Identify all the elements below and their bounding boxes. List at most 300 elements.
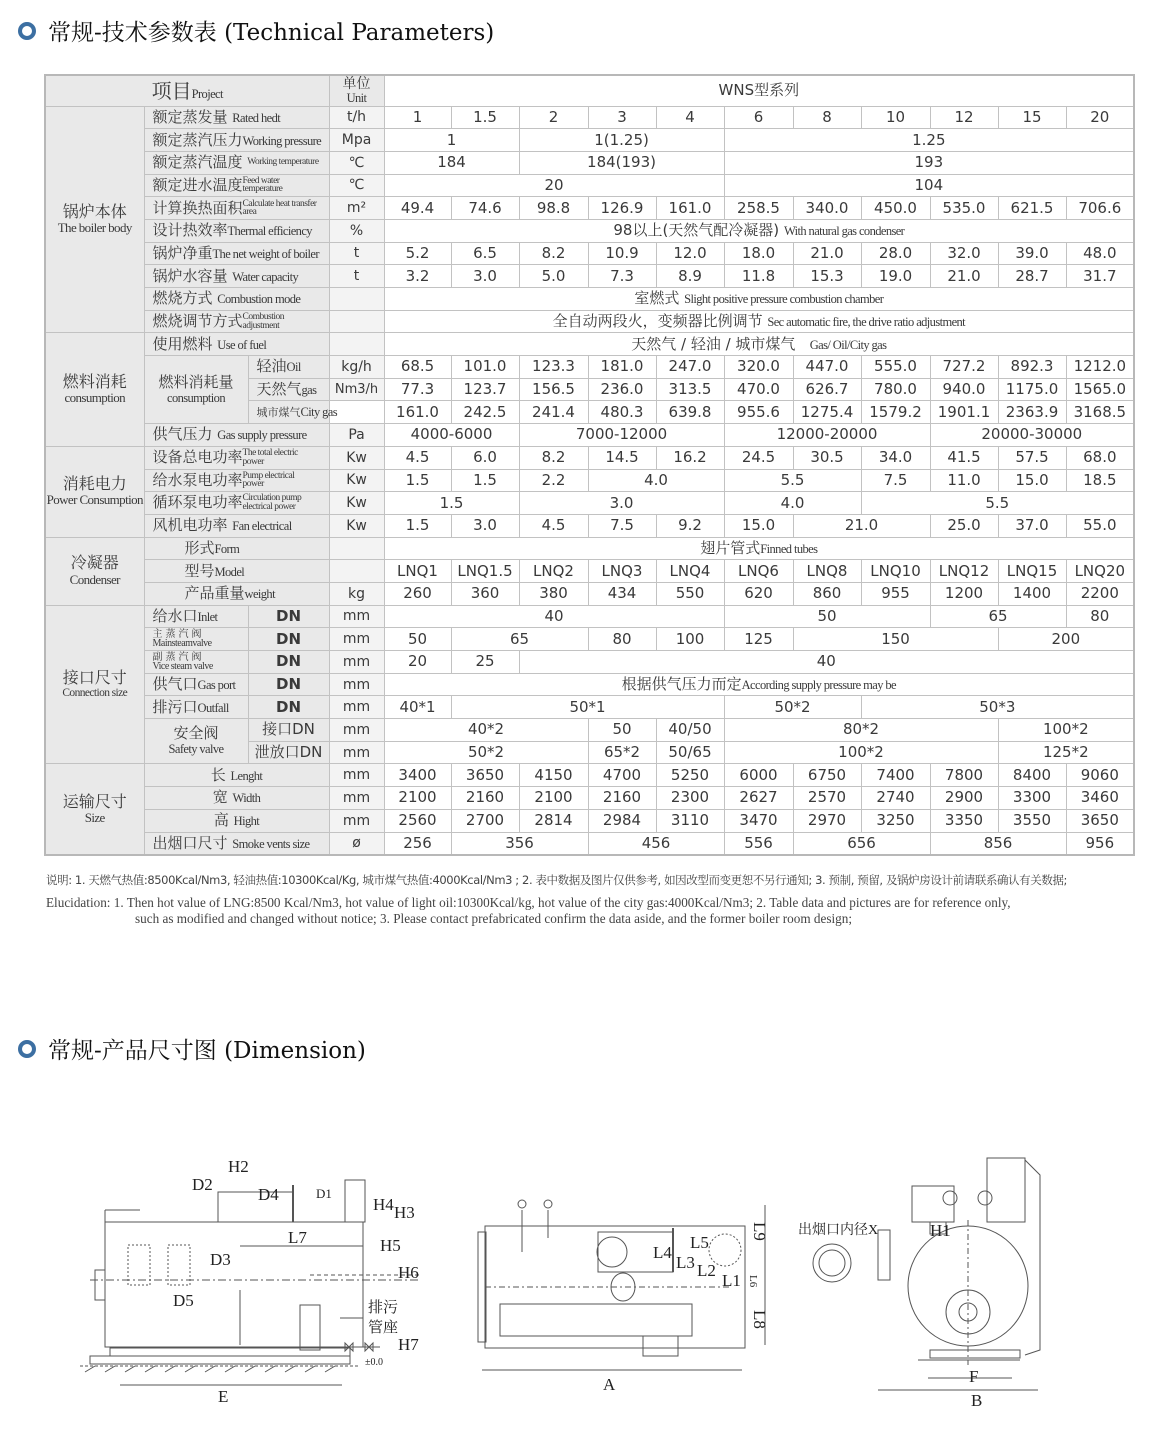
table-row xyxy=(45,219,1134,242)
label-l5: L5 xyxy=(690,1233,709,1252)
table-cell: 2700 xyxy=(451,809,519,832)
table-cell: 3650 xyxy=(451,764,519,787)
table-cell: 360 xyxy=(451,582,519,605)
table-row xyxy=(45,832,1134,855)
table-cell: 20 xyxy=(1066,106,1134,129)
table-cell: 3.0 xyxy=(451,514,519,537)
table-cell: 3 xyxy=(588,106,656,129)
table-cell: 12.0 xyxy=(656,242,724,265)
table-cell: 550 xyxy=(656,582,724,605)
table-cell: 123.7 xyxy=(451,378,519,401)
unit-cell xyxy=(329,537,384,560)
label-h4: H4 xyxy=(373,1195,394,1214)
label-f: F xyxy=(969,1367,979,1386)
unit-cell: Pa xyxy=(329,424,384,447)
table-cell: 434 xyxy=(588,582,656,605)
table-cell: 4 xyxy=(656,106,724,129)
table-cell: 15 xyxy=(998,106,1066,129)
table-cell: 3.2 xyxy=(384,265,451,288)
table-cell: 6750 xyxy=(793,764,861,787)
label-d4: D4 xyxy=(258,1185,279,1204)
table-cell: 4.0 xyxy=(588,469,724,492)
table-cell: 49.4 xyxy=(384,197,451,220)
label-d5: D5 xyxy=(173,1291,194,1310)
table-cell: 74.6 xyxy=(451,197,519,220)
table-cell: 535.0 xyxy=(930,197,998,220)
table-row xyxy=(45,356,1134,379)
table-cell: 20000-30000 xyxy=(930,424,1134,447)
row-sublabel: 天然气gas xyxy=(248,378,329,401)
table-cell: 50*2 xyxy=(724,696,861,719)
table-cell: 955.6 xyxy=(724,401,793,424)
table-cell: 31.7 xyxy=(1066,265,1134,288)
group-connection-size: 接口尺寸 Connection size xyxy=(45,605,144,764)
table-cell: LNQ6 xyxy=(724,560,793,583)
table-cell: 100 xyxy=(656,628,724,651)
row-label: 燃烧调节方式Combustion adjustment xyxy=(144,310,329,333)
table-cell: 2200 xyxy=(1066,582,1134,605)
unit-cell: mm xyxy=(329,696,384,719)
table-cell: 48.0 xyxy=(1066,242,1134,265)
table-cell: 40*1 xyxy=(384,696,451,719)
table-row xyxy=(45,446,1134,469)
table-row xyxy=(45,242,1134,265)
table-cell: 626.7 xyxy=(793,378,861,401)
row-label: 设备总电功率The total electric power xyxy=(144,446,329,469)
label-drain-2: 管座 xyxy=(368,1320,399,1336)
table-cell: 39.0 xyxy=(998,242,1066,265)
table-cell: 2814 xyxy=(519,809,588,832)
bullet-circle-icon xyxy=(18,1040,36,1058)
table-header-row xyxy=(45,75,1134,106)
table-cell: 2.2 xyxy=(519,469,588,492)
table-cell: 3250 xyxy=(861,809,930,832)
table-row xyxy=(45,333,1134,356)
row-label: 排污口Outfall xyxy=(144,696,248,719)
table-cell: 780.0 xyxy=(861,378,930,401)
label-a: A xyxy=(603,1375,616,1394)
table-row xyxy=(45,560,1134,583)
table-cell: 25.0 xyxy=(930,514,998,537)
table-cell: 2363.9 xyxy=(998,401,1066,424)
dn-cell: DN xyxy=(248,673,329,696)
table-cell: 2627 xyxy=(724,787,793,810)
table-cell: 28.7 xyxy=(998,265,1066,288)
table-row xyxy=(45,492,1134,515)
notes-english-line1: Elucidation: 1. Then hot value of LNG:8500 Kcal/Nm3, hot value of light oil:10300Kcal/kg, hot value of the city gas:4000Kcal/Nm3; 2. Table data and pictures are for reference only, xyxy=(46,895,1011,910)
side-view-drawing xyxy=(80,1150,440,1410)
table-row xyxy=(45,288,1134,311)
table-row xyxy=(45,174,1134,197)
table-cell: 1565.0 xyxy=(1066,378,1134,401)
table-cell: 621.5 xyxy=(998,197,1066,220)
unit-cell: % xyxy=(329,219,384,242)
table-cell: 5.5 xyxy=(724,469,861,492)
table-cell: 6 xyxy=(724,106,793,129)
unit-cell: t xyxy=(329,265,384,288)
unit-cell: m² xyxy=(329,197,384,220)
table-cell: 8400 xyxy=(998,764,1066,787)
table-cell: 32.0 xyxy=(930,242,998,265)
table-cell: 5250 xyxy=(656,764,724,787)
table-row xyxy=(45,310,1134,333)
table-cell: 356 xyxy=(451,832,588,855)
table-cell: 24.5 xyxy=(724,446,793,469)
table-row xyxy=(45,673,1134,696)
row-label: 计算换热面积Calculate heat transfer area xyxy=(144,197,329,220)
table-row xyxy=(45,106,1134,129)
table-cell: 3460 xyxy=(1066,787,1134,810)
table-cell: LNQ3 xyxy=(588,560,656,583)
table-cell: LNQ20 xyxy=(1066,560,1134,583)
unit-cell: ℃ xyxy=(329,151,384,174)
unit-cell: kg xyxy=(329,582,384,605)
table-cell: 1.5 xyxy=(384,514,451,537)
dn-cell: DN xyxy=(248,696,329,719)
row-label-fuel-consumption: 燃料消耗量 consumption xyxy=(144,356,248,424)
table-cell: 10 xyxy=(861,106,930,129)
table-cell: 57.5 xyxy=(998,446,1066,469)
row-label: 设计热效率Thermal efficiency xyxy=(144,219,329,242)
table-cell: 8 xyxy=(793,106,861,129)
table-cell: 1.5 xyxy=(384,492,519,515)
unit-cell: mm xyxy=(329,809,384,832)
table-cell: 80 xyxy=(1066,605,1134,628)
table-cell: 242.5 xyxy=(451,401,519,424)
row-label: 供气口Gas port xyxy=(144,673,248,696)
table-cell: 41.5 xyxy=(930,446,998,469)
table-cell: 11.8 xyxy=(724,265,793,288)
row-label: 产品重量weight xyxy=(144,582,329,605)
table-cell: 184 xyxy=(384,151,519,174)
table-cell: 856 xyxy=(930,832,1066,855)
table-cell: 5.0 xyxy=(519,265,588,288)
table-row xyxy=(45,628,1134,651)
table-cell: 50*3 xyxy=(861,696,1134,719)
table-cell: 4700 xyxy=(588,764,656,787)
table-cell: 123.3 xyxy=(519,356,588,379)
table-cell: 125*2 xyxy=(998,741,1134,764)
header-unit: 单位 Unit xyxy=(329,75,384,106)
table-cell: 101.0 xyxy=(451,356,519,379)
row-label: 长 Lenght xyxy=(144,764,329,787)
unit-cell: Nm3/h xyxy=(329,378,384,401)
table-cell: 18.0 xyxy=(724,242,793,265)
table-cell: 156.5 xyxy=(519,378,588,401)
table-cell: 2160 xyxy=(588,787,656,810)
table-cell: 161.0 xyxy=(656,197,724,220)
table-cell: 620 xyxy=(724,582,793,605)
table-cell: 2 xyxy=(519,106,588,129)
table-cell: 6000 xyxy=(724,764,793,787)
label-l8: L8 xyxy=(750,1310,769,1329)
table-cell: 15.3 xyxy=(793,265,861,288)
table-cell: 2560 xyxy=(384,809,451,832)
header-series: WNS型系列 xyxy=(384,75,1134,106)
label-l1: L1 xyxy=(722,1271,741,1290)
table-cell: 4.5 xyxy=(519,514,588,537)
row-label-safety-valve: 安全阀 Safety valve xyxy=(144,719,248,764)
unit-cell xyxy=(329,333,384,356)
dn-cell: DN xyxy=(248,605,329,628)
row-label: 高 Hight xyxy=(144,809,329,832)
table-cell: 2100 xyxy=(384,787,451,810)
table-row xyxy=(45,514,1134,537)
section-title-text: 常规-产品尺寸图 (Dimension) xyxy=(48,1038,366,1064)
table-cell: 258.5 xyxy=(724,197,793,220)
unit-cell: mm xyxy=(329,741,384,764)
table-cell: 34.0 xyxy=(861,446,930,469)
row-label: 副蒸汽阀 Vice steam valve xyxy=(144,651,248,674)
table-cell-span: 根据供气压力而定According supply pressure may be xyxy=(384,673,1134,696)
table-cell: 727.2 xyxy=(930,356,998,379)
top-view-drawing xyxy=(460,1180,780,1400)
unit-cell: ℃ xyxy=(329,174,384,197)
table-cell: 40/50 xyxy=(656,719,724,742)
dn-cell: 接口DN xyxy=(248,719,329,742)
row-label: 型号Model xyxy=(144,560,329,583)
table-cell: LNQ1 xyxy=(384,560,451,583)
row-label: 循环泵电功率Circulation pump electrical power xyxy=(144,492,329,515)
table-cell: 4000-6000 xyxy=(384,424,519,447)
table-cell: 40 xyxy=(384,605,724,628)
label-d3: D3 xyxy=(210,1250,231,1269)
table-cell: 1.5 xyxy=(451,106,519,129)
table-cell: 4.0 xyxy=(724,492,861,515)
label-l6: L6 xyxy=(747,1275,759,1288)
table-cell: 470.0 xyxy=(724,378,793,401)
table-cell: 50 xyxy=(588,719,656,742)
table-cell: 21.0 xyxy=(793,514,930,537)
table-cell: 12000-20000 xyxy=(724,424,930,447)
label-zero: ±0.0 xyxy=(365,1357,383,1368)
table-cell: 21.0 xyxy=(793,242,861,265)
table-row xyxy=(45,651,1134,674)
table-cell: 3350 xyxy=(930,809,998,832)
table-cell: 2100 xyxy=(519,787,588,810)
section-title-text: 常规-技术参数表 (Technical Parameters) xyxy=(48,20,495,46)
table-cell: 1 xyxy=(384,129,519,152)
table-cell: 65 xyxy=(451,628,588,651)
table-cell: 200 xyxy=(998,628,1134,651)
unit-cell xyxy=(329,288,384,311)
group-boiler-body: 锅炉本体 The boiler body xyxy=(45,106,144,333)
table-cell: 656 xyxy=(793,832,930,855)
section-title-dimension xyxy=(18,1032,366,1065)
table-cell: 77.3 xyxy=(384,378,451,401)
table-cell: 21.0 xyxy=(930,265,998,288)
table-cell: 20 xyxy=(384,174,724,197)
table-cell: 1.5 xyxy=(451,469,519,492)
row-label: 燃烧方式 Combustion mode xyxy=(144,288,329,311)
table-cell: 37.0 xyxy=(998,514,1066,537)
unit-cell: mm xyxy=(329,787,384,810)
dn-cell: 泄放口DN xyxy=(248,741,329,764)
table-cell: 12 xyxy=(930,106,998,129)
table-cell: 18.5 xyxy=(1066,469,1134,492)
table-cell: 65 xyxy=(930,605,1066,628)
table-cell: 8.2 xyxy=(519,242,588,265)
table-cell: 40*2 xyxy=(384,719,588,742)
table-cell: 9.2 xyxy=(656,514,724,537)
unit-cell: Mpa xyxy=(329,129,384,152)
label-h3: H3 xyxy=(394,1203,415,1222)
table-cell: 2984 xyxy=(588,809,656,832)
table-cell: 236.0 xyxy=(588,378,656,401)
table-cell: 30.5 xyxy=(793,446,861,469)
table-cell: 1400 xyxy=(998,582,1066,605)
table-cell: 50*1 xyxy=(451,696,724,719)
table-cell: 7000-12000 xyxy=(519,424,724,447)
table-cell: LNQ15 xyxy=(998,560,1066,583)
table-cell: 10.9 xyxy=(588,242,656,265)
unit-cell: t/h xyxy=(329,106,384,129)
unit-cell: mm xyxy=(329,673,384,696)
table-cell: 555.0 xyxy=(861,356,930,379)
table-row xyxy=(45,719,1134,742)
table-cell-span: 天然气 / 轻油 / 城市煤气 Gas/ Oil/City gas xyxy=(384,333,1134,356)
row-label: 额定蒸发量 Rated hedt xyxy=(144,106,329,129)
table-cell: 11.0 xyxy=(930,469,998,492)
table-cell: 3.0 xyxy=(451,265,519,288)
table-cell: 15.0 xyxy=(998,469,1066,492)
table-cell: 447.0 xyxy=(793,356,861,379)
table-cell: 19.0 xyxy=(861,265,930,288)
unit-cell: mm xyxy=(329,764,384,787)
unit-cell: t xyxy=(329,242,384,265)
table-cell-span: 翅片管式Finned tubes xyxy=(384,537,1134,560)
table-row xyxy=(45,537,1134,560)
unit-cell: Kw xyxy=(329,514,384,537)
unit-cell: kg/h xyxy=(329,356,384,379)
table-cell: 260 xyxy=(384,582,451,605)
table-cell: 6.0 xyxy=(451,446,519,469)
table-cell: 940.0 xyxy=(930,378,998,401)
row-label: 形式Form xyxy=(144,537,329,560)
label-l2: L2 xyxy=(697,1261,716,1280)
table-row xyxy=(45,582,1134,605)
table-cell: 955 xyxy=(861,582,930,605)
bullet-circle-icon xyxy=(18,22,36,40)
table-cell: 5.5 xyxy=(861,492,1134,515)
label-d2: D2 xyxy=(192,1175,213,1194)
row-label: 主蒸汽阀 Mainsteamvalve xyxy=(144,628,248,651)
table-cell: 50/65 xyxy=(656,741,724,764)
table-cell: 8.9 xyxy=(656,265,724,288)
table-cell: LNQ10 xyxy=(861,560,930,583)
table-cell: 125 xyxy=(724,628,793,651)
table-cell: 40 xyxy=(519,651,1134,674)
table-cell: 450.0 xyxy=(861,197,930,220)
table-cell: 4.5 xyxy=(384,446,451,469)
table-cell: 104 xyxy=(724,174,1134,197)
table-cell: 320.0 xyxy=(724,356,793,379)
row-label: 给水泵电功率Pump electrical power xyxy=(144,469,329,492)
label-l7: L7 xyxy=(288,1228,307,1247)
table-cell: 7400 xyxy=(861,764,930,787)
table-cell: 2570 xyxy=(793,787,861,810)
row-sublabel: 城市煤气City gas xyxy=(248,401,329,424)
table-cell: 184(193) xyxy=(519,151,724,174)
table-cell: 556 xyxy=(724,832,793,855)
label-smoke-outlet: 出烟口内径X xyxy=(798,1223,879,1238)
label-e: E xyxy=(218,1387,229,1406)
row-label: 给水口Inlet xyxy=(144,605,248,628)
table-row xyxy=(45,787,1134,810)
table-cell: 126.9 xyxy=(588,197,656,220)
table-cell: 50*2 xyxy=(384,741,588,764)
table-cell: 80 xyxy=(588,628,656,651)
table-cell: 100*2 xyxy=(998,719,1134,742)
row-label: 额定蒸汽压力Working pressure xyxy=(144,129,329,152)
table-cell: 340.0 xyxy=(793,197,861,220)
table-cell: 8.2 xyxy=(519,446,588,469)
table-cell: 3168.5 xyxy=(1066,401,1134,424)
unit-cell: mm xyxy=(329,605,384,628)
table-row xyxy=(45,424,1134,447)
unit-cell: ø xyxy=(329,832,384,855)
table-cell: 4150 xyxy=(519,764,588,787)
table-cell: 380 xyxy=(519,582,588,605)
table-cell: 20 xyxy=(384,651,451,674)
table-cell: 3470 xyxy=(724,809,793,832)
table-row xyxy=(45,197,1134,220)
table-cell: 639.8 xyxy=(656,401,724,424)
label-h7: H7 xyxy=(398,1335,419,1354)
unit-cell: Kw xyxy=(329,492,384,515)
unit-cell: Kw xyxy=(329,469,384,492)
table-cell: 247.0 xyxy=(656,356,724,379)
table-cell: 241.4 xyxy=(519,401,588,424)
table-cell: 2160 xyxy=(451,787,519,810)
technical-parameters-table xyxy=(44,74,1135,856)
row-label: 宽 Width xyxy=(144,787,329,810)
table-cell: 3110 xyxy=(656,809,724,832)
table-cell: LNQ4 xyxy=(656,560,724,583)
table-cell: 892.3 xyxy=(998,356,1066,379)
table-cell: LNQ1.5 xyxy=(451,560,519,583)
dn-cell: DN xyxy=(248,628,329,651)
front-view-drawing xyxy=(790,1150,1070,1420)
label-l4: L4 xyxy=(653,1243,672,1262)
label-h2: H2 xyxy=(228,1157,249,1176)
table-cell: 313.5 xyxy=(656,378,724,401)
table-cell: 161.0 xyxy=(384,401,451,424)
table-cell: 3400 xyxy=(384,764,451,787)
table-cell: 1212.0 xyxy=(1066,356,1134,379)
row-label: 锅炉净重The net weight of boiler xyxy=(144,242,329,265)
table-cell: 98.8 xyxy=(519,197,588,220)
table-row xyxy=(45,265,1134,288)
table-cell: 65*2 xyxy=(588,741,656,764)
table-cell: 7800 xyxy=(930,764,998,787)
table-cell: 3.0 xyxy=(519,492,724,515)
table-cell-span: 室燃式 Slight positive pressure combustion chamber xyxy=(384,288,1134,311)
table-cell: 480.3 xyxy=(588,401,656,424)
table-cell: 14.5 xyxy=(588,446,656,469)
label-h1: H1 xyxy=(930,1221,951,1240)
table-cell: 80*2 xyxy=(724,719,998,742)
row-label: 出烟口尺寸 Smoke vents size xyxy=(144,832,329,855)
label-h5: H5 xyxy=(380,1236,401,1255)
table-cell: 2740 xyxy=(861,787,930,810)
table-cell: 7.5 xyxy=(861,469,930,492)
table-cell: 7.3 xyxy=(588,265,656,288)
table-cell: LNQ2 xyxy=(519,560,588,583)
notes-english-line2: such as modified and changed without notice; 3. Please contact prefabricated confirm the data aside, and the former boiler room design; xyxy=(135,911,853,926)
table-cell: 50 xyxy=(384,628,451,651)
table-cell: 55.0 xyxy=(1066,514,1134,537)
